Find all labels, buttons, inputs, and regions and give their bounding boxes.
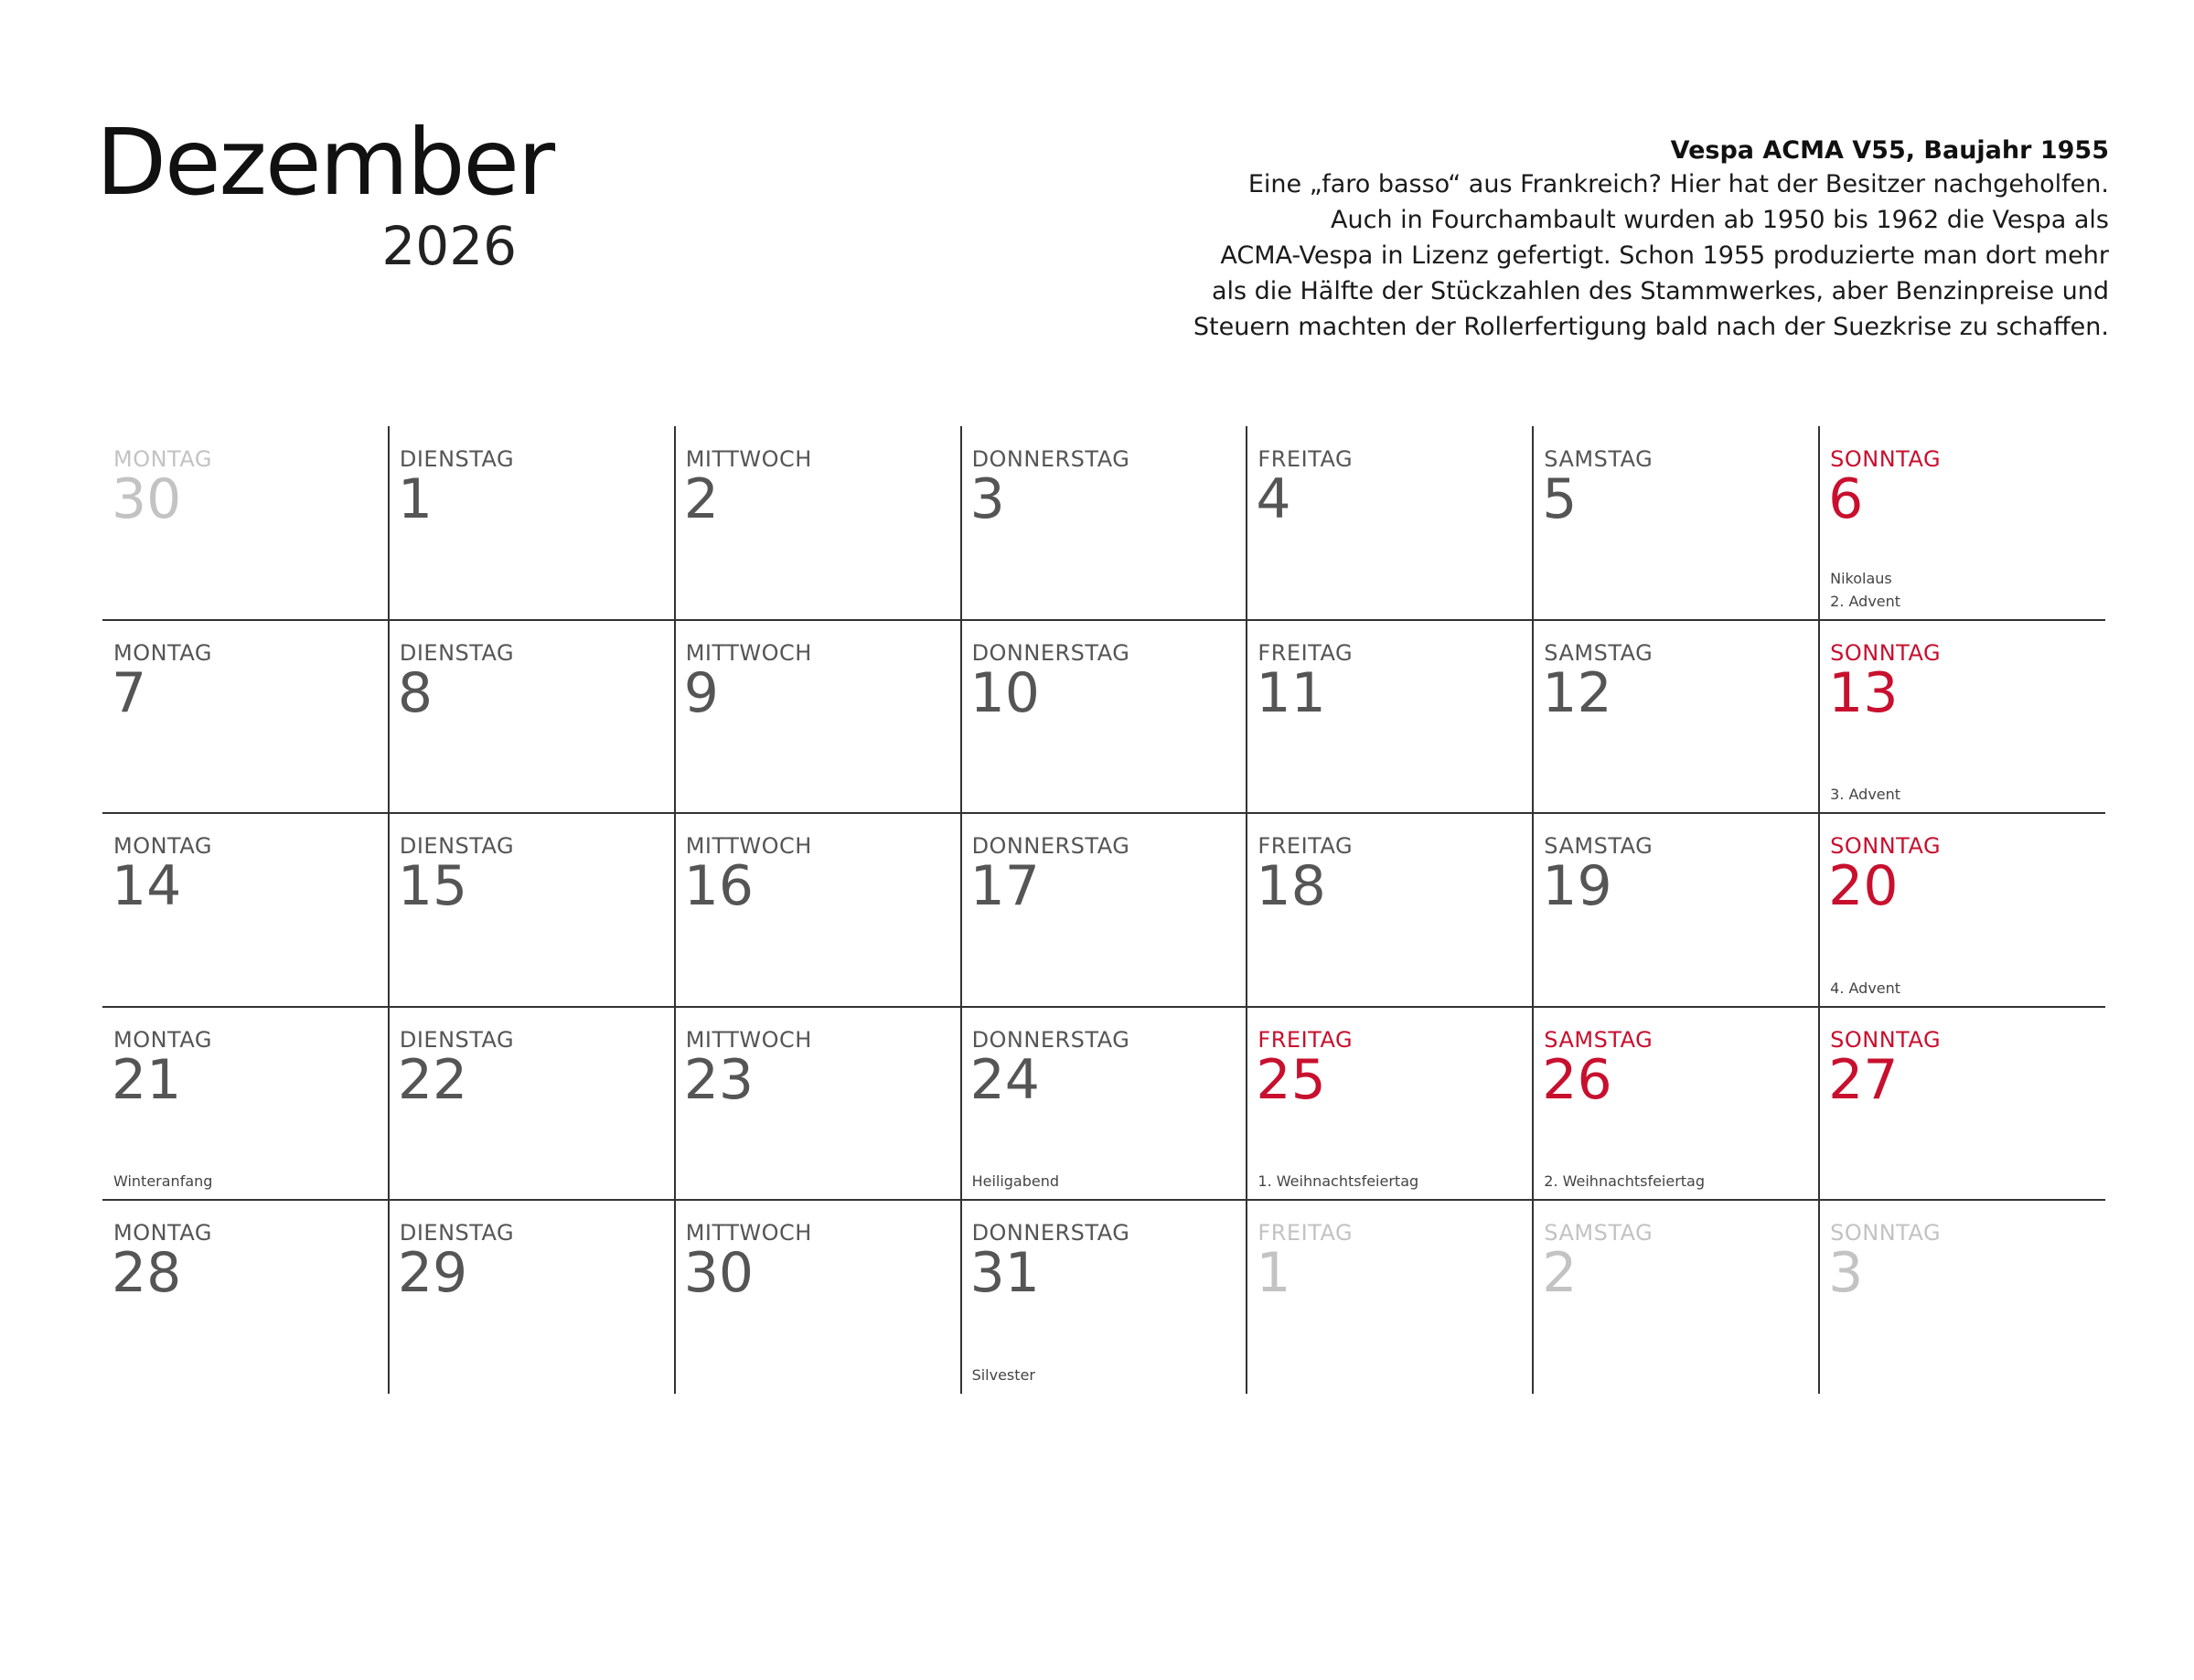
day-cell <box>389 620 675 814</box>
caption-line: Auch in Fourchambault wurden ab 1950 bis 1962 die Vespa als <box>1331 206 2109 234</box>
day-cell <box>102 620 389 814</box>
day-cell <box>389 813 675 1007</box>
weekday-label: SONNTAG <box>1830 639 1942 666</box>
weekday-label: SAMSTAG <box>1544 1220 1654 1246</box>
day-number: 2 <box>683 467 719 531</box>
day-number: 3 <box>969 467 1005 531</box>
weekday-label: MONTAG <box>113 446 212 472</box>
day-cell <box>102 426 389 620</box>
day-number: 29 <box>397 1241 468 1305</box>
day-cell <box>1247 1200 1533 1394</box>
weekday-label: MITTWOCH <box>685 1026 812 1053</box>
weekday-label: SONNTAG <box>1830 1026 1942 1053</box>
day-number: 31 <box>969 1241 1040 1305</box>
day-number: 10 <box>969 660 1040 725</box>
day-number: 2 <box>1542 1241 1578 1305</box>
day-cell <box>961 1200 1247 1394</box>
day-number: 17 <box>969 854 1040 918</box>
day-cell <box>1819 1007 2105 1201</box>
day-number: 13 <box>1828 660 1899 725</box>
day-number: 16 <box>683 854 755 918</box>
day-cell <box>675 1007 961 1201</box>
day-cell <box>102 1200 389 1394</box>
weekday-label: SONNTAG <box>1830 1220 1942 1246</box>
note-line: Winteranfang <box>113 1172 213 1190</box>
day-number: 9 <box>683 660 719 725</box>
day-number: 26 <box>1542 1047 1612 1112</box>
day-number: 5 <box>1542 467 1578 531</box>
day-number: 15 <box>397 854 468 918</box>
day-cell <box>389 1200 675 1394</box>
weekday-label: MONTAG <box>113 833 212 859</box>
caption-text <box>1057 166 2109 345</box>
weekday-label: MITTWOCH <box>685 446 812 472</box>
day-number: 30 <box>112 467 182 531</box>
day-number: 24 <box>969 1047 1040 1112</box>
weekday-label: SAMSTAG <box>1544 446 1654 472</box>
day-cell <box>1247 620 1533 814</box>
caption-title: Vespa ACMA V55, Baujahr 1955 <box>1670 136 2109 165</box>
day-number: 25 <box>1256 1047 1326 1112</box>
weekday-label: SONNTAG <box>1830 833 1942 859</box>
note-line: 1. Weihnachtsfeiertag <box>1258 1172 1419 1190</box>
day-note <box>972 1170 1059 1193</box>
day-cell <box>1247 813 1533 1007</box>
weekday-label: MONTAG <box>113 1026 212 1053</box>
day-number: 12 <box>1542 660 1612 725</box>
day-cell <box>1533 426 1819 620</box>
day-number: 6 <box>1828 467 1864 531</box>
day-cell <box>675 813 961 1007</box>
weekday-label: MONTAG <box>113 639 212 666</box>
weekday-label: DIENSTAG <box>399 833 515 859</box>
day-cell <box>1533 813 1819 1007</box>
note-line: Nikolaus <box>1830 569 1892 587</box>
note-line: Silvester <box>971 1365 1035 1384</box>
weekday-label: FREITAG <box>1258 1026 1354 1053</box>
day-number: 20 <box>1828 854 1899 918</box>
weekday-label: DIENSTAG <box>399 1220 515 1246</box>
day-note <box>1830 567 1900 613</box>
day-cell <box>1247 1007 1533 1201</box>
year-label: 2026 <box>381 215 517 277</box>
note-line: 2. Weihnachtsfeiertag <box>1544 1172 1706 1190</box>
day-cell <box>675 1200 961 1394</box>
weekday-label: SAMSTAG <box>1544 833 1654 859</box>
day-note <box>113 1170 212 1193</box>
day-note <box>1830 783 1900 806</box>
calendar-grid <box>102 426 2105 1396</box>
day-cell <box>102 813 389 1007</box>
note-line: Heiligabend <box>971 1172 1060 1190</box>
weekday-label: DIENSTAG <box>399 1026 515 1053</box>
day-cell <box>1819 813 2105 1007</box>
caption-line: Steuern machten der Rollerfertigung bald nach der Suezkrise zu schaffen. <box>1193 313 2109 341</box>
day-note <box>1544 1170 1705 1193</box>
day-cell <box>675 426 961 620</box>
weekday-label: DIENSTAG <box>399 446 515 472</box>
day-cell <box>1819 1200 2105 1394</box>
day-cell <box>961 426 1247 620</box>
weekday-label: SONNTAG <box>1830 446 1942 472</box>
day-number: 7 <box>112 660 147 725</box>
day-number: 27 <box>1828 1047 1899 1112</box>
day-cell <box>675 620 961 814</box>
weekday-label: MITTWOCH <box>685 833 812 859</box>
day-cell <box>1247 426 1533 620</box>
weekday-label: DONNERSTAG <box>971 833 1130 859</box>
day-cell <box>1533 1200 1819 1394</box>
day-number: 22 <box>397 1047 468 1112</box>
day-cell <box>1533 1007 1819 1201</box>
caption-line: als die Hälfte der Stückzahlen des Stammwerkes, aber Benzinpreise und <box>1211 277 2109 305</box>
note-line: 3. Advent <box>1830 786 1901 803</box>
day-number: 1 <box>1256 1241 1291 1305</box>
weekday-label: MITTWOCH <box>685 1220 812 1246</box>
day-note <box>1258 1170 1418 1193</box>
day-number: 4 <box>1256 467 1291 531</box>
day-number: 11 <box>1256 660 1326 725</box>
day-cell <box>389 1007 675 1201</box>
weekday-label: DONNERSTAG <box>971 446 1130 472</box>
month-title: Dezember <box>96 109 554 216</box>
weekday-label: DONNERSTAG <box>971 639 1130 666</box>
weekday-label: DIENSTAG <box>399 639 515 666</box>
weekday-label: FREITAG <box>1258 1220 1354 1246</box>
day-cell <box>1819 620 2105 814</box>
day-cell <box>961 1007 1247 1201</box>
note-line: 4. Advent <box>1830 979 1901 997</box>
weekday-label: FREITAG <box>1258 833 1354 859</box>
day-number: 28 <box>112 1241 182 1305</box>
day-number: 3 <box>1828 1241 1864 1305</box>
weekday-label: DONNERSTAG <box>971 1026 1130 1053</box>
day-note <box>1830 977 1900 1000</box>
day-number: 19 <box>1542 854 1612 918</box>
day-cell <box>102 1007 389 1201</box>
note-line: 2. Advent <box>1830 592 1901 610</box>
weekday-label: MITTWOCH <box>685 639 812 666</box>
weekday-label: FREITAG <box>1258 446 1354 472</box>
day-cell <box>1533 620 1819 814</box>
day-number: 1 <box>397 467 433 531</box>
weekday-label: SAMSTAG <box>1544 1026 1654 1053</box>
weekday-label: MONTAG <box>113 1220 212 1246</box>
day-cell <box>1819 426 2105 620</box>
caption-line: Eine „faro basso“ aus Frankreich? Hier hat der Besitzer nachgeholfen. <box>1247 170 2109 198</box>
day-number: 30 <box>683 1241 755 1305</box>
weekday-label: SAMSTAG <box>1544 639 1654 666</box>
day-cell <box>961 620 1247 814</box>
day-note <box>972 1364 1035 1386</box>
day-number: 8 <box>397 660 433 725</box>
day-number: 14 <box>112 854 182 918</box>
day-number: 18 <box>1256 854 1326 918</box>
weekday-label: FREITAG <box>1258 639 1354 666</box>
weekday-label: DONNERSTAG <box>971 1220 1130 1246</box>
caption-line: ACMA-Vespa in Lizenz gefertigt. Schon 1955 produzierte man dort mehr <box>1220 241 2109 270</box>
day-number: 21 <box>112 1047 182 1112</box>
photo-caption <box>1057 135 2109 345</box>
day-cell <box>389 426 675 620</box>
day-cell <box>961 813 1247 1007</box>
day-number: 23 <box>683 1047 755 1112</box>
